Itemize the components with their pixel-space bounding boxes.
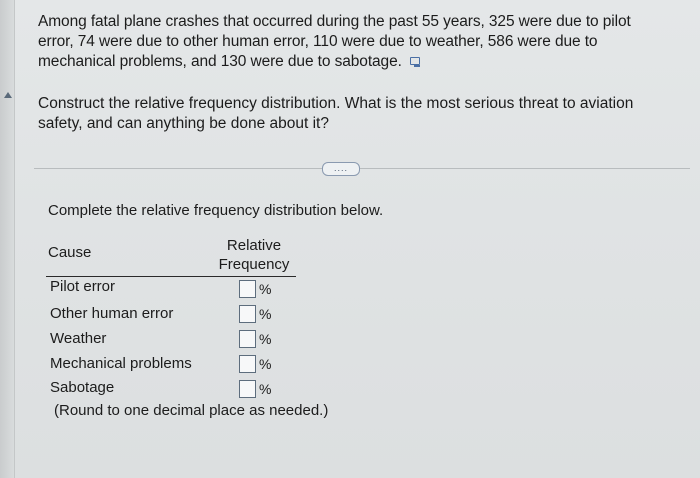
header-cause: Cause bbox=[48, 244, 92, 261]
copy-data-icon[interactable] bbox=[410, 57, 421, 67]
other-human-error-input[interactable] bbox=[239, 305, 256, 323]
header-relative: Relative bbox=[226, 237, 282, 254]
question-line-text: mechanical problems, and 130 were due to sabotage. bbox=[38, 53, 402, 70]
question-line bbox=[38, 52, 678, 72]
instruction-line: Construct the relative frequency distribution. What is the most serious threat to aviation bbox=[38, 95, 634, 112]
instruction-line: safety, and can anything be done about it? bbox=[38, 115, 329, 132]
collapse-arrow-icon[interactable] bbox=[4, 92, 12, 98]
header-relative-frequency bbox=[212, 236, 296, 274]
row-label-mechanical-problems: Mechanical problems bbox=[50, 355, 192, 372]
sabotage-input[interactable] bbox=[239, 380, 256, 398]
question-line: error, 74 were due to other human error, 110 were due to weather, 586 were due to bbox=[38, 33, 598, 50]
row-label-sabotage: Sabotage bbox=[50, 379, 115, 396]
left-panel-strip bbox=[0, 0, 15, 478]
pilot-error-input[interactable] bbox=[239, 280, 256, 298]
row-label-other-human-error: Other human error bbox=[50, 305, 174, 322]
row-label-weather: Weather bbox=[50, 330, 107, 347]
row-label-pilot-error: Pilot error bbox=[50, 278, 116, 295]
instruction-text bbox=[38, 94, 678, 134]
complete-instruction: Complete the relative frequency distribution below. bbox=[48, 202, 384, 219]
rounding-note: (Round to one decimal place as needed.) bbox=[54, 402, 329, 419]
percent-sign: % bbox=[259, 331, 272, 347]
header-frequency: Frequency bbox=[218, 256, 290, 273]
expand-more-button[interactable]: .... bbox=[322, 162, 360, 176]
percent-sign: % bbox=[259, 381, 272, 397]
percent-sign: % bbox=[259, 356, 272, 372]
question-line: Among fatal plane crashes that occurred during the past 55 years, 325 were due to pilot bbox=[38, 13, 631, 30]
percent-sign: % bbox=[259, 281, 272, 297]
mechanical-problems-input[interactable] bbox=[239, 355, 256, 373]
percent-sign: % bbox=[259, 306, 272, 322]
header-rule bbox=[46, 276, 296, 277]
question-text bbox=[38, 12, 678, 72]
weather-input[interactable] bbox=[239, 330, 256, 348]
section-divider bbox=[34, 168, 690, 169]
